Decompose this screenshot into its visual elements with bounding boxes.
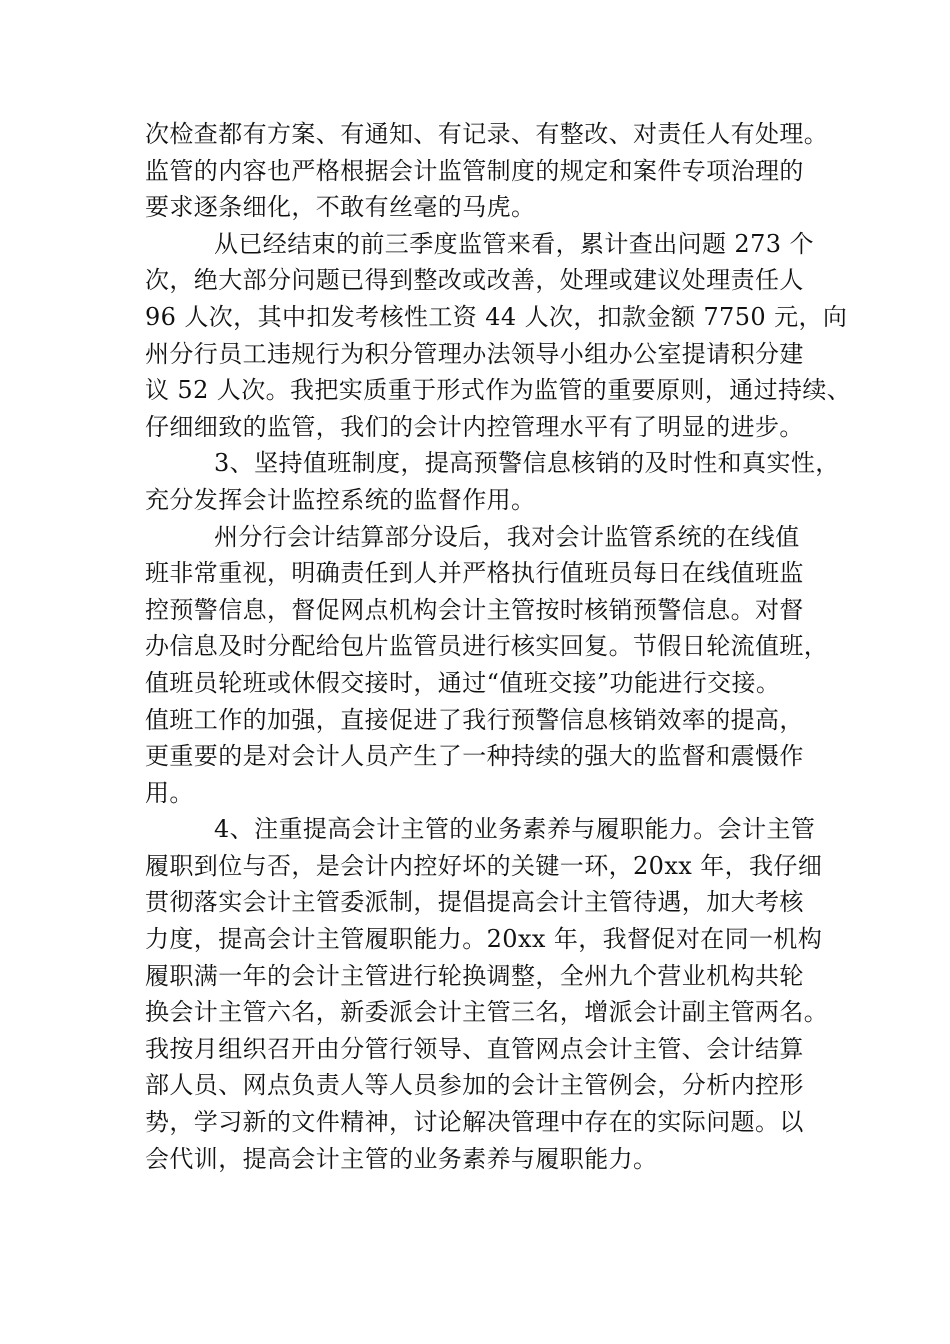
text-line: 我按月组织召开由分管行领导、直管网点会计主管、会计结算 xyxy=(145,1034,804,1063)
paragraph-start-line: 州分行会计结算部分设后，我对会计监管系统的在线值 xyxy=(214,522,800,551)
text-line: 履职满一年的会计主管进行轮换调整，全州九个营业机构共轮 xyxy=(145,961,804,990)
text-line: 次，绝大部分问题已得到整改或改善，处理或建议处理责任人 xyxy=(145,266,804,295)
text-line: 履职到位与否，是会计内控好坏的关键一环，20xx 年，我仔细 xyxy=(145,851,823,880)
text-line: 值班工作的加强，直接促进了我行预警信息核销效率的提高， xyxy=(145,705,804,734)
text-line: 值班员轮班或休假交接时，通过“值班交接”功能进行交接。 xyxy=(145,668,781,697)
text-line: 96 人次，其中扣发考核性工资 44 人次，扣款金额 7750 元，向 xyxy=(145,302,848,331)
section-heading-line: 3、坚持值班制度，提高预警信息核销的及时性和真实性， xyxy=(214,449,840,478)
text-line: 充分发挥会计监控系统的监督作用。 xyxy=(145,485,536,514)
paragraph-start-line: 从已经结束的前三季度监管来看，累计查出问题 273 个 xyxy=(214,229,814,258)
text-line: 州分行员工违规行为积分管理办法领导小组办公室提请积分建 xyxy=(145,339,804,368)
text-line: 势，学习新的文件精神，讨论解决管理中存在的实际问题。以 xyxy=(145,1108,804,1137)
text-line: 会代训，提高会计主管的业务素养与履职能力。 xyxy=(145,1144,658,1173)
text-line: 班非常重视，明确责任到人并严格执行值班员每日在线值班监 xyxy=(145,559,804,588)
text-line: 次检查都有方案、有通知、有记录、有整改、对责任人有处理。 xyxy=(145,120,829,148)
text-line: 办信息及时分配给包片监管员进行核实回复。节假日轮流值班， xyxy=(145,632,829,661)
text-line: 贯彻落实会计主管委派制，提倡提高会计主管待遇，加大考核 xyxy=(145,888,804,917)
text-line: 部人员、网点负责人等人员参加的会计主管例会，分析内控形 xyxy=(145,1071,804,1100)
text-line: 力度，提高会计主管履职能力。20xx 年，我督促对在同一机构 xyxy=(145,925,823,954)
text-line: 控预警信息，督促网点机构会计主管按时核销预警信息。对督 xyxy=(145,595,804,624)
body-text xyxy=(145,116,852,1177)
text-line: 换会计主管六名，新委派会计主管三名，增派会计副主管两名。 xyxy=(145,998,829,1027)
text-line: 仔细细致的监管，我们的会计内控管理水平有了明显的进步。 xyxy=(145,412,804,441)
text-line: 监管的内容也严格根据会计监管制度的规定和案件专项治理的 xyxy=(145,156,804,185)
text-line: 要求逐条细化，不敢有丝毫的马虎。 xyxy=(145,193,536,222)
text-line: 更重要的是对会计人员产生了一种持续的强大的监督和震慑作 xyxy=(145,742,804,771)
text-line: 用。 xyxy=(145,778,194,807)
section-heading-line: 4、注重提高会计主管的业务素养与履职能力。会计主管 xyxy=(214,815,816,844)
text-line: 议 52 人次。我把实质重于形式作为监管的重要原则，通过持续、 xyxy=(145,376,852,405)
